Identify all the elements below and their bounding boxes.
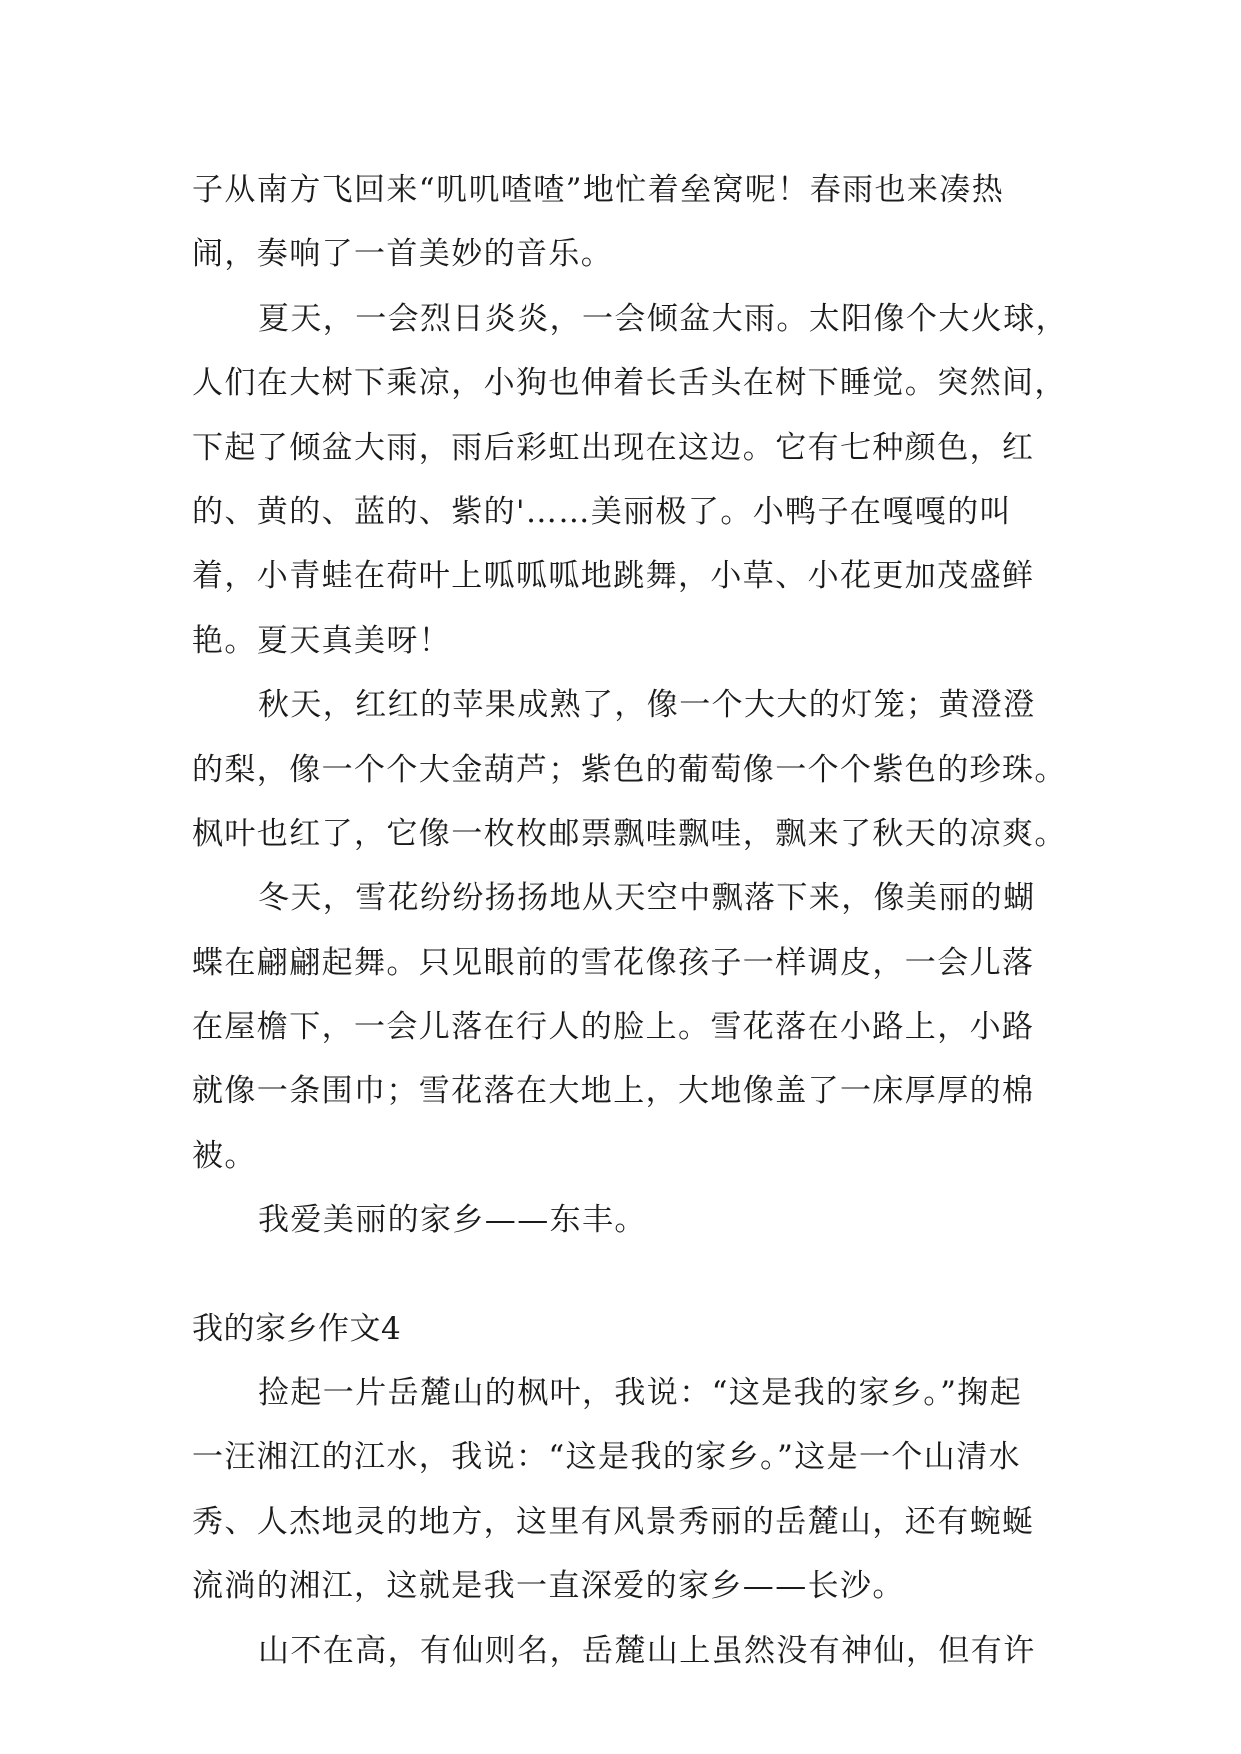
section-title: 我的家乡作文4 (192, 1310, 402, 1347)
text-line: 子从南方飞回来“叽叽喳喳”地忙着垒窝呢！春雨也来凑热 (192, 172, 1005, 208)
text-line: 流淌的湘江，这就是我一直深爱的家乡——长沙。 (192, 1568, 905, 1605)
paragraph-intro: 捡起一片岳麓山的枫叶，我说：“这是我的家乡。”掬起 (258, 1375, 1023, 1412)
document-page (192, 158, 1068, 1683)
text-line: 在屋檐下，一会儿落在行人的脸上。雪花落在小路上，小路 (192, 1009, 1035, 1046)
text-line: 一汪湘江的江水，我说：“这是我的家乡。”这是一个山清水 (192, 1439, 1021, 1476)
paragraph-mountain: 山不在高，有仙则名，岳麓山上虽然没有神仙，但有许 (258, 1632, 1036, 1669)
text-line: 下起了倾盆大雨，雨后彩虹出现在这边。它有七种颜色，红 (192, 429, 1035, 466)
text-line: 的、黄的、蓝的、紫的'……美丽极了。小鸭子在嘎嘎的叫 (192, 493, 1012, 530)
text-line: 艳。夏天真美呀！ (192, 622, 452, 659)
text-line: 就像一条围巾；雪花落在大地上，大地像盖了一床厚厚的棉 (192, 1073, 1035, 1110)
text-line: 枫叶也红了，它像一枚枚邮票飘哇飘哇，飘来了秋天的凉爽。 (192, 815, 1067, 852)
paragraph-summer: 夏天，一会烈日炎炎，一会倾盆大雨。太阳像个大火球， (258, 300, 1068, 337)
paragraph-autumn: 秋天，红红的苹果成熟了，像一个大大的灯笼；黄澄澄 (258, 687, 1036, 724)
text-line: 蝶在翩翩起舞。只见眼前的雪花像孩子一样调皮，一会儿落 (192, 944, 1035, 981)
text-line: 人们在大树下乘凉，小狗也伸着长舌头在树下睡觉。突然间， (192, 365, 1067, 402)
text-line: 着，小青蛙在荷叶上呱呱呱地跳舞，小草、小花更加茂盛鲜 (192, 558, 1035, 595)
text-line: 的梨，像一个个大金葫芦；紫色的葡萄像一个个紫色的珍珠。 (192, 751, 1067, 788)
section-gap (192, 1253, 1058, 1297)
paragraph-closing: 我爱美丽的家乡——东丰。 (258, 1202, 647, 1239)
text-line: 被。 (192, 1137, 257, 1174)
paragraph-winter: 冬天，雪花纷纷扬扬地从天空中飘落下来，像美丽的蝴 (258, 880, 1036, 917)
text-line: 闹，奏响了一首美妙的音乐。 (192, 236, 614, 273)
text-line: 秀、人杰地灵的地方，这里有风景秀丽的岳麓山，还有蜿蜒 (192, 1503, 1035, 1540)
